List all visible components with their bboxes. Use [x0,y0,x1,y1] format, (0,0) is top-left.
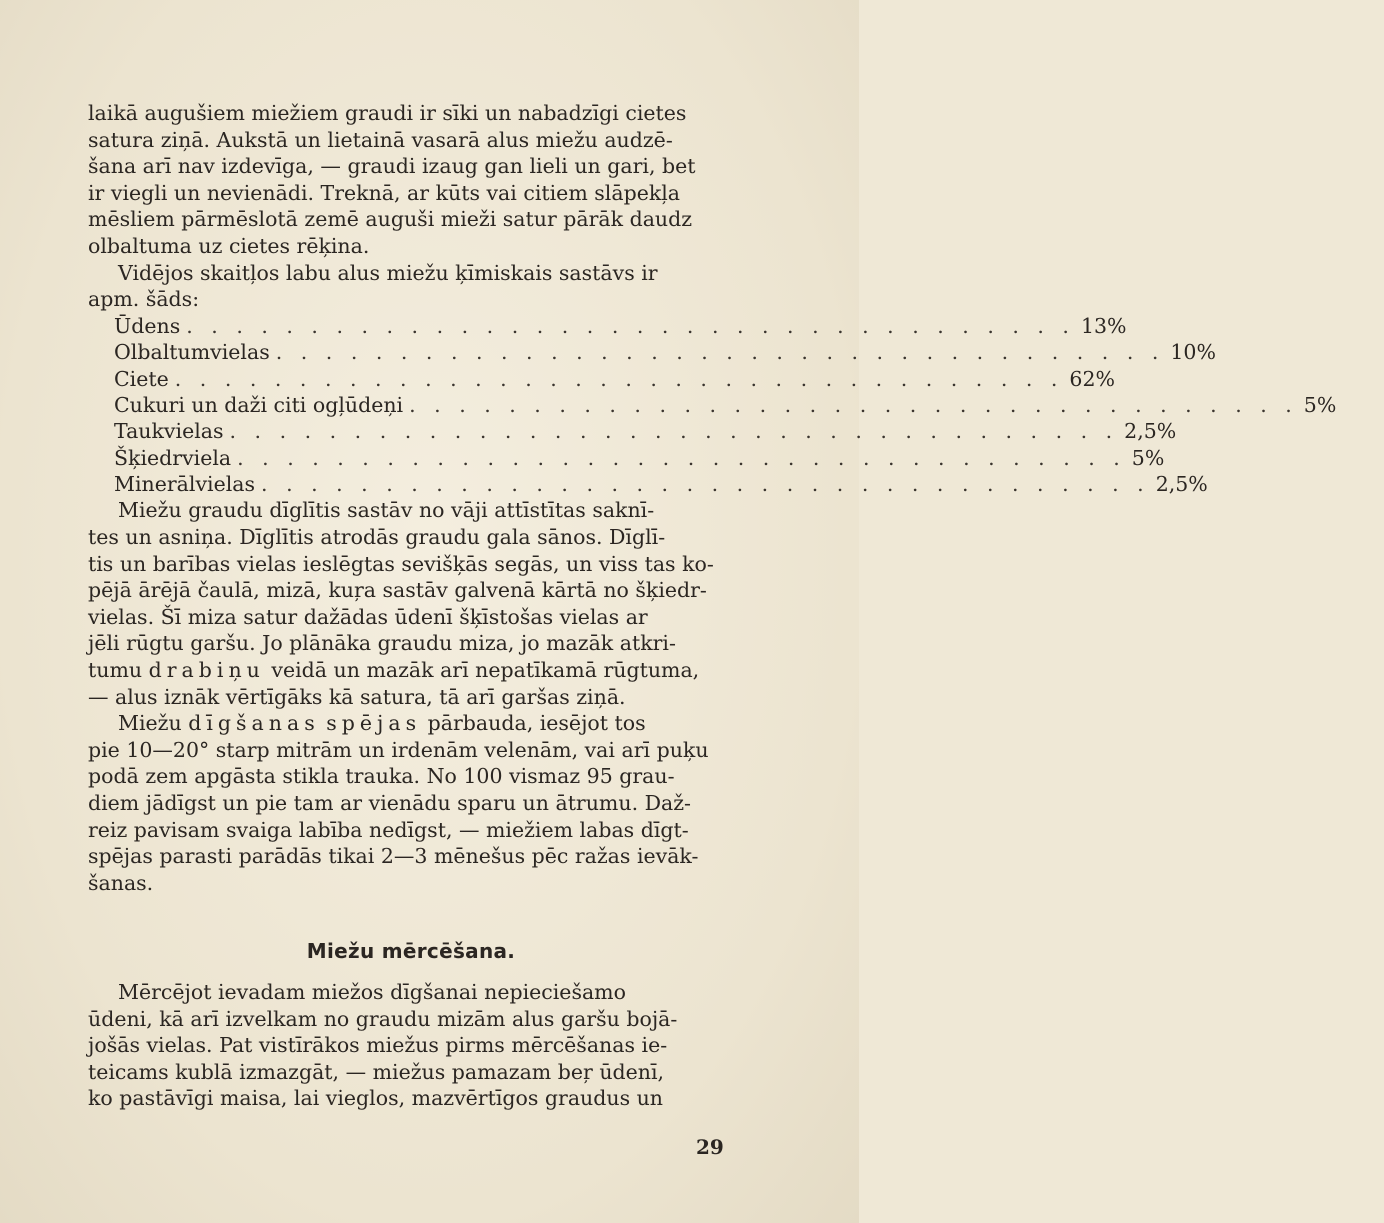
line-end: veidā un mazāk arī nepatīkamā rūgtuma, [271,658,700,683]
leader-dots: . . . . . . . . . . . . . . . . . . . . . . . . . . . . . . . . . . . . [174,366,1064,391]
line: šana arī nav izdevīga, — graudi izaug gan lieli un gari, bet [88,154,696,179]
line-end: pārbauda, iesējot tos [427,711,646,736]
line: — alus iznāk vērtīgāks kā satura, tā arī garšas ziņā. [88,684,626,709]
line: olbaltuma uz cietes rēķina. [88,233,370,258]
line: teicams kublā izmazgāt, — miežus pamazam beŗ ūdenī, [88,1059,665,1084]
section-heading: Miežu mērcēšana. [306,939,516,964]
leader-dots: . . . . . . . . . . . . . . . . . . . . . . . . . . . . . . . . . . . . [409,392,1298,417]
paragraph-3 [88,497,734,710]
paragraph-1 [88,100,734,260]
component-name: Šķiedrviela [114,445,232,470]
composition-row [114,418,1177,444]
line: ko pastāvīgi maisa, lai vieglos, mazvērtīgos graudus un [88,1086,664,1111]
composition-row [114,392,1337,418]
composition-table [114,313,1337,498]
component-name: Minerālvielas [114,472,256,497]
component-name: Ciete [114,366,169,391]
component-value: 2,5% [1155,472,1208,497]
leader-dots: . . . . . . . . . . . . . . . . . . . . . . . . . . . . . . . . . . . . [261,472,1150,497]
component-value: 5% [1303,392,1337,417]
line: ūdeni, kā arī izvelkam no graudu mizām alus garšu bojā- [88,1006,678,1031]
page-number: 29 [696,1135,724,1159]
line: tes un asniņa. Dīglītis atrodās graudu gala sānos. Dīglī- [88,525,666,550]
line: podā zem apgāsta stikla trauka. No 100 vismaz 95 grau- [88,764,675,789]
component-value: 10% [1170,340,1216,365]
spaced-word: dīgšanas [188,711,320,736]
line: Miežu graudu dīglītis sastāv no vāji attīstītas saknī- [118,498,655,523]
component-value: 2,5% [1124,419,1177,444]
component-name: Olbaltumvielas [114,340,270,365]
component-value: 5% [1131,445,1165,470]
line: laikā augušiem miežiem graudi ir sīki un nabadzīgi cietes [88,101,687,125]
line: Vidējos skaitļos labu alus miežu ķīmiskais sastāvs ir [118,260,658,285]
line: Mērcējot ievadam miežos dīgšanai nepieciešamo [118,979,626,1004]
line: jēli rūgtu garšu. Jo plānāka graudu miza, jo mazāk atkri- [88,631,676,656]
composition-row [114,313,1127,339]
line: diem jādīgst un pie tam ar vienādu sparu un ātrumu. Daž- [88,791,691,816]
leader-dots: . . . . . . . . . . . . . . . . . . . . . . . . . . . . . . . . . . . . [275,340,1165,365]
line: reiz pavisam svaiga labība nedīgst, — miežiem labas dīgt- [88,817,689,842]
line: pējā ārējā čaulā, mizā, kuŗa sastāv galvenā kārtā no šķiedr- [88,578,707,603]
line: spējas parasti parādās tikai 2—3 mēnešus pēc ražas ievāk- [88,844,699,869]
paragraph-4 [88,710,734,896]
leader-dots: . . . . . . . . . . . . . . . . . . . . . . . . . . . . . . . . . . . . [237,445,1126,470]
component-name: Taukvielas [114,419,224,444]
paragraph-5 [88,979,734,1112]
line: pie 10—20° starp mitrām un irdenām velenām, vai arī puķu [88,737,709,762]
line: ir viegli un nevienādi. Treknā, ar kūts vai citiem slāpekļa [88,180,681,205]
line: satura ziņā. Aukstā un lietainā vasarā alus miežu audzē- [88,127,673,152]
line: mēsliem pārmēslotā zemē auguši mieži satur pārāk daudz [88,207,693,232]
text-block [88,100,1337,1112]
composition-row [114,471,1208,497]
composition-row [114,366,1115,392]
line: vielas. Šī miza satur dažādas ūdenī šķīstošas vielas ar [88,604,648,629]
line-start: Miežu [118,711,182,736]
paragraph-2 [88,260,734,313]
component-name: Cukuri un daži citi ogļūdeņi [114,392,404,417]
leader-dots: . . . . . . . . . . . . . . . . . . . . . . . . . . . . . . . . . . . . [229,419,1119,444]
component-value: 13% [1080,313,1127,338]
composition-row [114,339,1216,365]
line: apm. šāds: [88,287,200,312]
spaced-word: spējas [326,711,422,736]
component-name: Ūdens [114,313,181,338]
line: jošās vielas. Pat vistīrākos miežus pirms mērcēšanas ie- [88,1033,668,1058]
line-start: tumu [88,658,143,683]
line: tis un barības vielas ieslēgtas sevišķās segās, un viss tas ko- [88,551,714,576]
leader-dots: . . . . . . . . . . . . . . . . . . . . . . . . . . . . . . . . . . . . [186,313,1075,338]
spaced-word: drabiņu [148,658,265,683]
composition-row [114,445,1165,471]
line: šanas. [88,870,154,895]
component-value: 62% [1069,366,1115,391]
